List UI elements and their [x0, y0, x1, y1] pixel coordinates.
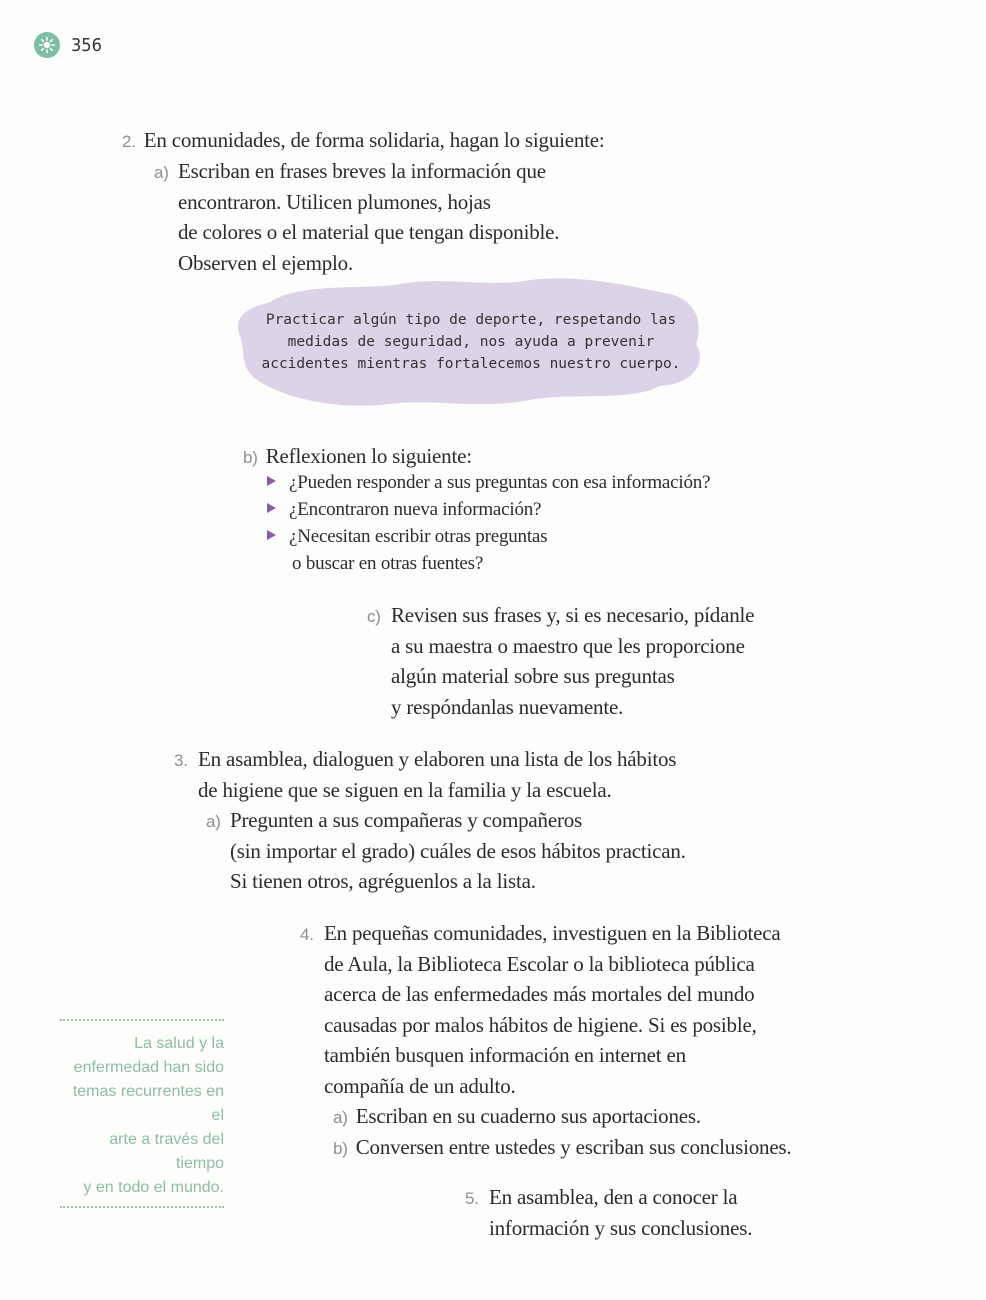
item-4-text — [324, 918, 781, 1101]
text-line: algún material sobre sus preguntas — [391, 664, 675, 688]
text-line: de colores o el material que tengan disponible. — [178, 220, 560, 244]
page-number: 356 — [71, 34, 102, 56]
text-line: En pequeñas comunidades, investiguen en la Biblioteca — [324, 921, 781, 945]
side-note-line: arte a través del tiempo — [109, 1131, 224, 1172]
arrow-bullet-icon — [267, 530, 276, 540]
text-line: información y sus conclusiones. — [489, 1215, 753, 1240]
text-line: (sin importar el grado) cuáles de esos hábitos practican. — [230, 838, 686, 863]
item-4b: b) Conversen entre ustedes y escriban sus conclusiones. — [333, 1135, 792, 1159]
item-2-title: 2. En comunidades, de forma solidaria, hagan lo siguiente: — [122, 128, 605, 152]
text-line: Si tienen otros, agréguenlos a la lista. — [230, 869, 536, 893]
item-2b-bullets — [267, 469, 710, 577]
bullet-item: ¿Encontraron nueva información? — [267, 496, 710, 523]
item-5-text — [489, 1182, 752, 1243]
item-2b-title: b) Reflexionen lo siguiente: — [243, 444, 472, 468]
text-line: Observen el ejemplo. — [178, 250, 354, 275]
bullet-item: ¿Necesitan escribir otras preguntas — [267, 523, 710, 550]
item-number: 2. — [122, 132, 136, 151]
side-note-line: La salud y la — [134, 1035, 224, 1052]
item-5-number: 5. — [465, 1189, 479, 1208]
text-line: de Aula, la Biblioteca Escolar o la biblioteca pública — [324, 951, 755, 976]
text-line: Escriban en frases breves la información que — [178, 159, 546, 183]
text-line: también busquen información en internet en — [324, 1043, 686, 1067]
bullet-item: ¿Pueden responder a sus preguntas con esa información? — [267, 469, 710, 496]
item-4a: a) Escriban en su cuaderno sus aportaciones. — [333, 1104, 701, 1128]
bullet-continuation: o buscar en otras fuentes? — [292, 553, 484, 574]
item-2a-text — [178, 156, 559, 278]
item-2c-marker: c) — [367, 607, 381, 626]
text-line: y respóndanlas nuevamente. — [391, 694, 624, 719]
text-line: En asamblea, dialoguen y elaboren una lista de los hábitos — [198, 747, 677, 771]
text-line: causadas por malos hábitos de higiene. Si es posible, — [324, 1012, 757, 1037]
text-line: a su maestra o maestro que les proporcione — [391, 633, 745, 658]
item-4-number: 4. — [300, 925, 314, 944]
side-note-line: enfermedad han sido — [73, 1059, 224, 1076]
side-note-line: temas recurrentes en el — [72, 1083, 224, 1124]
cloud-line: accidentes mientras fortalecemos nuestro cuerpo. — [261, 356, 681, 372]
item-3a-marker: a) — [206, 812, 221, 831]
page-header — [34, 32, 102, 58]
item-3a-text — [230, 805, 686, 897]
item-2a-marker: a) — [154, 163, 169, 182]
side-note-line: y en todo el mundo. — [83, 1179, 224, 1196]
text-line: Pregunten a sus compañeras y compañeros — [230, 808, 583, 832]
text-line: En asamblea, den a conocer la — [489, 1185, 738, 1209]
text-line: encontraron. Utilicen plumones, hojas — [178, 189, 491, 214]
cloud-line: Practicar algún tipo de deporte, respetando las — [265, 312, 677, 328]
item-3-text — [198, 744, 676, 805]
arrow-bullet-icon — [267, 476, 276, 486]
text-line: acerca de las enfermedades más mortales del mundo — [324, 982, 755, 1006]
item-2c-text — [391, 600, 754, 722]
item-3-number: 3. — [174, 751, 188, 770]
text-line: de higiene que se siguen en la familia y la escuela. — [198, 777, 612, 802]
text-line: Revisen sus frases y, si es necesario, pídanle — [391, 603, 755, 627]
arrow-bullet-icon — [267, 503, 276, 513]
side-note — [60, 1019, 224, 1208]
sun-icon — [34, 32, 60, 58]
cloud-line: medidas de seguridad, nos ayuda a prevenir — [287, 334, 655, 350]
example-cloud-text — [236, 309, 706, 375]
text-line: compañía de un adulto. — [324, 1073, 516, 1098]
